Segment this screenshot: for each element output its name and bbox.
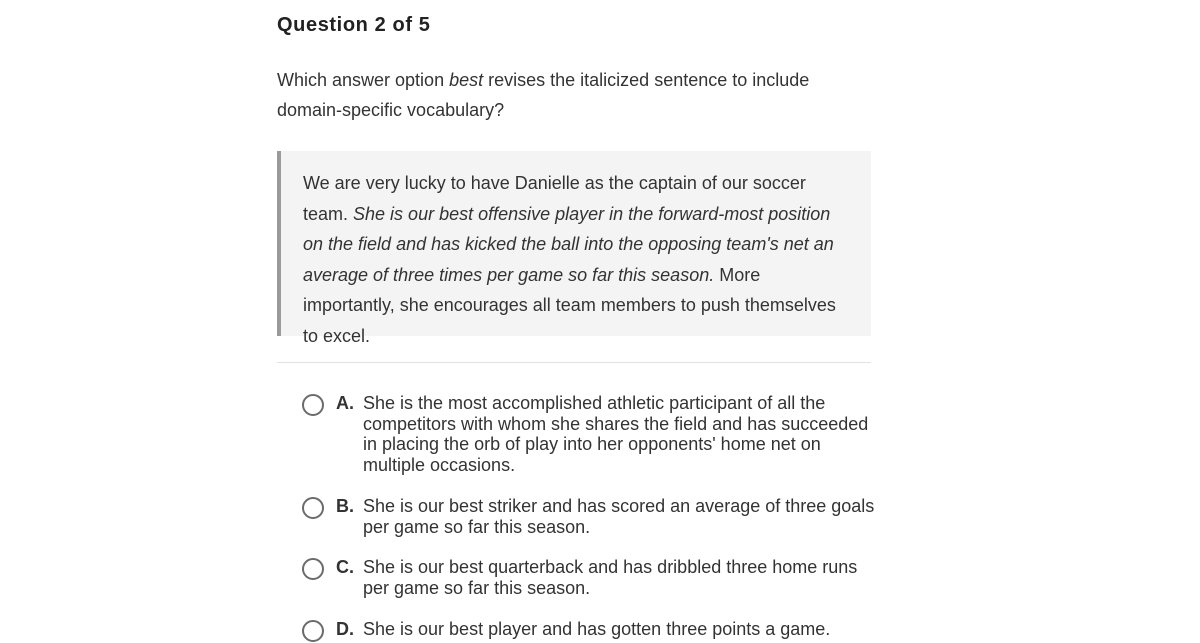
radio-circle-icon[interactable] <box>302 620 324 642</box>
option-letter: A. <box>336 393 354 413</box>
passage-italic-sentence: She is our best offensive player in the forward-most position on the field and has kicked the ball into the opposing team's net an average of three times per game so far this season. <box>303 203 834 285</box>
prompt-text-start: Which answer option <box>277 70 450 90</box>
prompt-text-end: revises the italicized sentence to include domain-specific vocabulary? <box>277 70 810 120</box>
question-number: Question 2 of 5 <box>277 14 431 36</box>
option-text: She is our best striker and has scored an average of three goals per game so far this season. <box>363 496 875 537</box>
option-letter: B. <box>336 496 354 516</box>
option-text: She is our best quarterback and has dribbled three home runs per game so far this season. <box>363 557 858 598</box>
option-letter: D. <box>336 619 354 639</box>
radio-circle-icon[interactable] <box>302 558 324 580</box>
radio-circle-icon[interactable] <box>302 497 324 519</box>
divider <box>277 362 871 363</box>
passage-text-end: More importantly, she encourages all team members to push themselves to excel. <box>303 264 836 346</box>
option-text: She is the most accomplished athletic participant of all the competitors with whom she shares the field and has succeeded in placing the orb of play into her opponents' home net on multiple occasions. <box>363 393 869 475</box>
option-letter: C. <box>336 557 354 577</box>
question-prompt <box>277 65 871 125</box>
radio-circle-icon[interactable] <box>302 394 324 416</box>
prompt-emphasis: best <box>449 70 484 90</box>
option-text: She is our best player and has gotten three points a game. <box>363 619 831 639</box>
passage-box <box>277 151 871 346</box>
passage-text-start: We are very lucky to have Danielle as the captain of our soccer team. <box>303 173 806 224</box>
